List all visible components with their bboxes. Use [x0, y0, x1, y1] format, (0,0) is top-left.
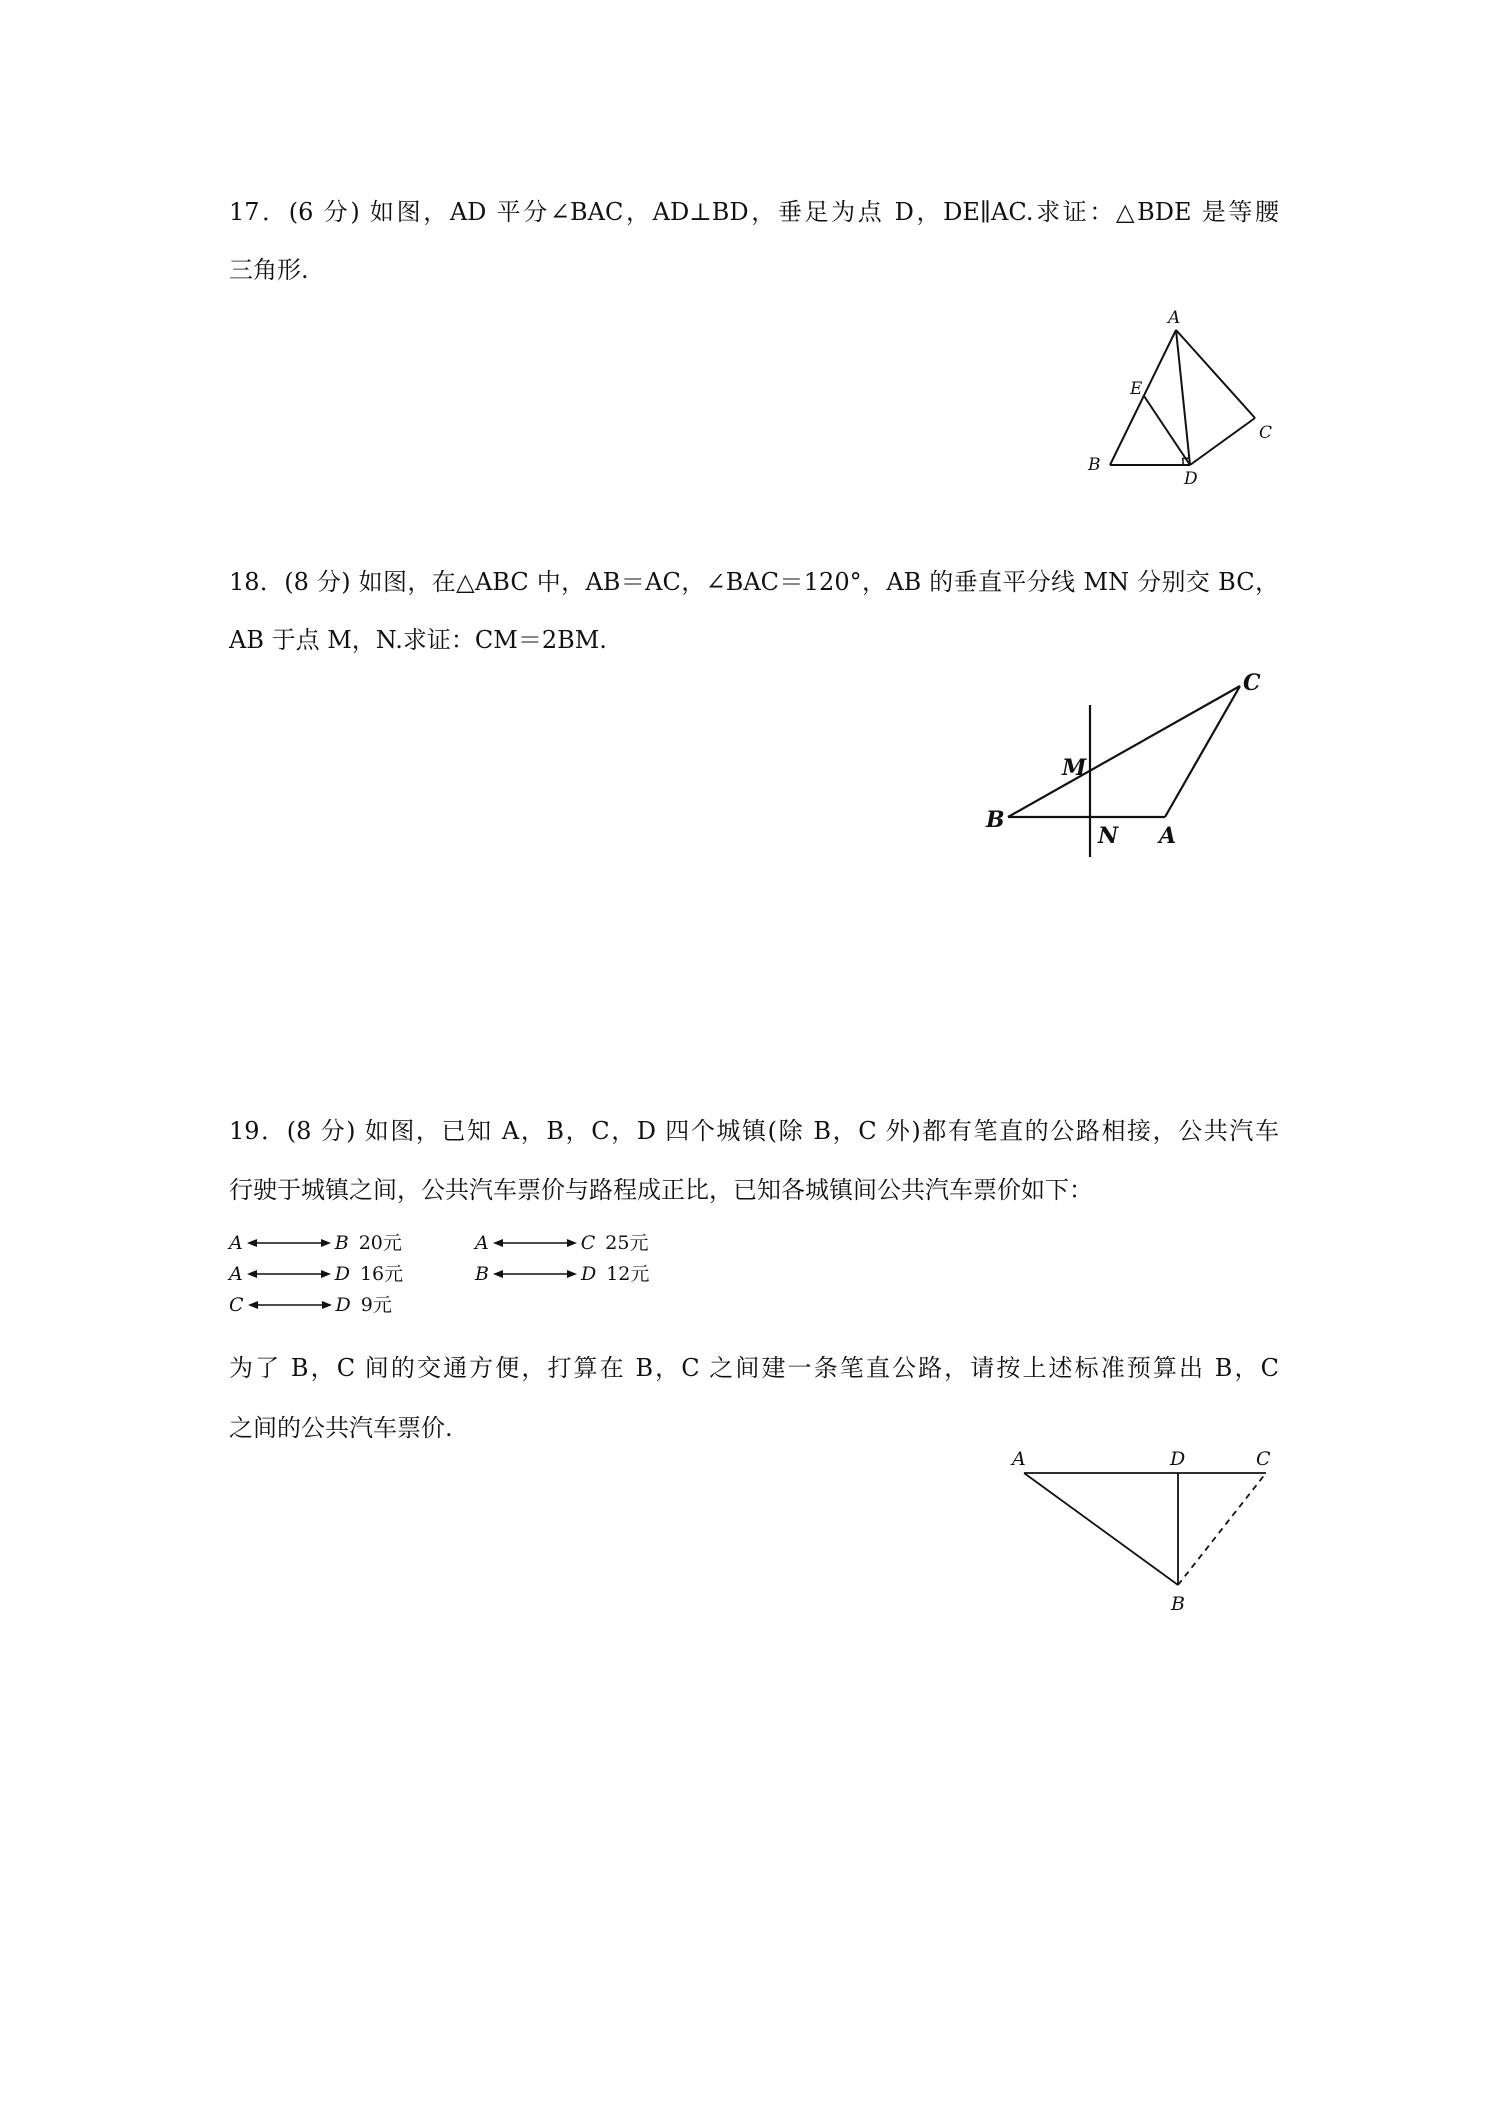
problem-17-line-2: 三角形.	[229, 256, 309, 284]
fare-to: D	[335, 1294, 351, 1316]
double-arrow-icon	[248, 1298, 332, 1312]
point-label-E: E	[1130, 379, 1143, 399]
point-label-D: D	[1170, 1448, 1186, 1470]
point-label-A: A	[1159, 823, 1177, 849]
fare-to: D	[580, 1263, 597, 1285]
problem-17-figure	[1080, 300, 1300, 490]
point-label-A: A	[1012, 1448, 1026, 1470]
problem-19-line-3: 为了 B，C 间的交通方便，打算在 B，C 之间建一条笔直公路，请按上述标准预算出 B，C	[229, 1354, 1279, 1382]
fare-row	[229, 1231, 686, 1255]
fare-item	[229, 1262, 437, 1286]
point-label-M: M	[1062, 755, 1087, 781]
fare-price: 25元	[605, 1232, 649, 1254]
figure-19-lines	[1024, 1473, 1266, 1585]
segment-AC	[1165, 686, 1240, 817]
fare-item	[475, 1262, 649, 1286]
segment-AB	[1110, 330, 1176, 465]
point-label-C: C	[1259, 423, 1273, 443]
fare-price: 16元	[359, 1263, 404, 1285]
fare-row	[229, 1293, 430, 1317]
fare-to: B	[334, 1232, 349, 1254]
problem-19-line-1: 19．(8 分) 如图，已知 A，B，C，D 四个城镇(除 B，C 外)都有笔直的公路相接，公共汽车	[229, 1117, 1279, 1145]
segment-AD	[1176, 330, 1190, 465]
fare-to: D	[334, 1263, 350, 1285]
segment-BC-dashed	[1178, 1473, 1266, 1585]
fare-price: 9元	[360, 1294, 392, 1316]
fare-price: 20元	[358, 1232, 402, 1254]
fare-item	[475, 1231, 648, 1255]
point-label-C: C	[1256, 1448, 1271, 1470]
problem-18-line-1: 18．(8 分) 如图，在△ABC 中，AB＝AC，∠BAC＝120°，AB 的垂直平分线 MN 分别交 BC，	[229, 568, 1279, 596]
segment-AC	[1176, 330, 1255, 418]
fare-item	[229, 1293, 392, 1317]
fare-from: B	[475, 1263, 489, 1285]
point-label-C: C	[1243, 670, 1261, 696]
point-label-D: D	[1184, 469, 1198, 489]
double-arrow-icon	[493, 1236, 577, 1250]
problem-18-line-2: AB 于点 M，N.求证：CM＝2BM.	[229, 626, 607, 654]
point-label-A: A	[1168, 308, 1181, 328]
fare-price: 12元	[606, 1263, 650, 1285]
segment-BC	[1008, 686, 1240, 817]
double-arrow-icon	[247, 1236, 331, 1250]
problem-19-line-4: 之间的公共汽车票价.	[229, 1414, 453, 1442]
problem-19-figure	[1000, 1445, 1290, 1620]
point-label-B: B	[1171, 1593, 1185, 1615]
fare-row	[229, 1262, 687, 1286]
fare-to: C	[580, 1232, 596, 1254]
fare-from: C	[229, 1294, 244, 1316]
fare-item	[229, 1231, 437, 1255]
fare-from: A	[229, 1232, 243, 1254]
segment-AB	[1024, 1473, 1178, 1585]
double-arrow-icon	[493, 1267, 577, 1281]
problem-17-line-1: 17．(6 分) 如图，AD 平分∠BAC，AD⊥BD，垂足为点 D，DE∥AC.求证：△BDE 是等腰	[229, 198, 1279, 226]
problem-18-figure	[980, 665, 1290, 865]
fare-from: A	[229, 1263, 243, 1285]
fare-from: A	[475, 1232, 489, 1254]
segment-DC	[1190, 418, 1255, 465]
problem-19-line-2: 行驶于城镇之间，公共汽车票价与路程成正比，已知各城镇间公共汽车票价如下：	[229, 1176, 1093, 1204]
point-label-B: B	[986, 807, 1005, 833]
point-label-N: N	[1098, 823, 1119, 849]
triangle-18-lines	[1008, 686, 1240, 857]
point-label-B: B	[1088, 455, 1101, 475]
double-arrow-icon	[247, 1267, 331, 1281]
